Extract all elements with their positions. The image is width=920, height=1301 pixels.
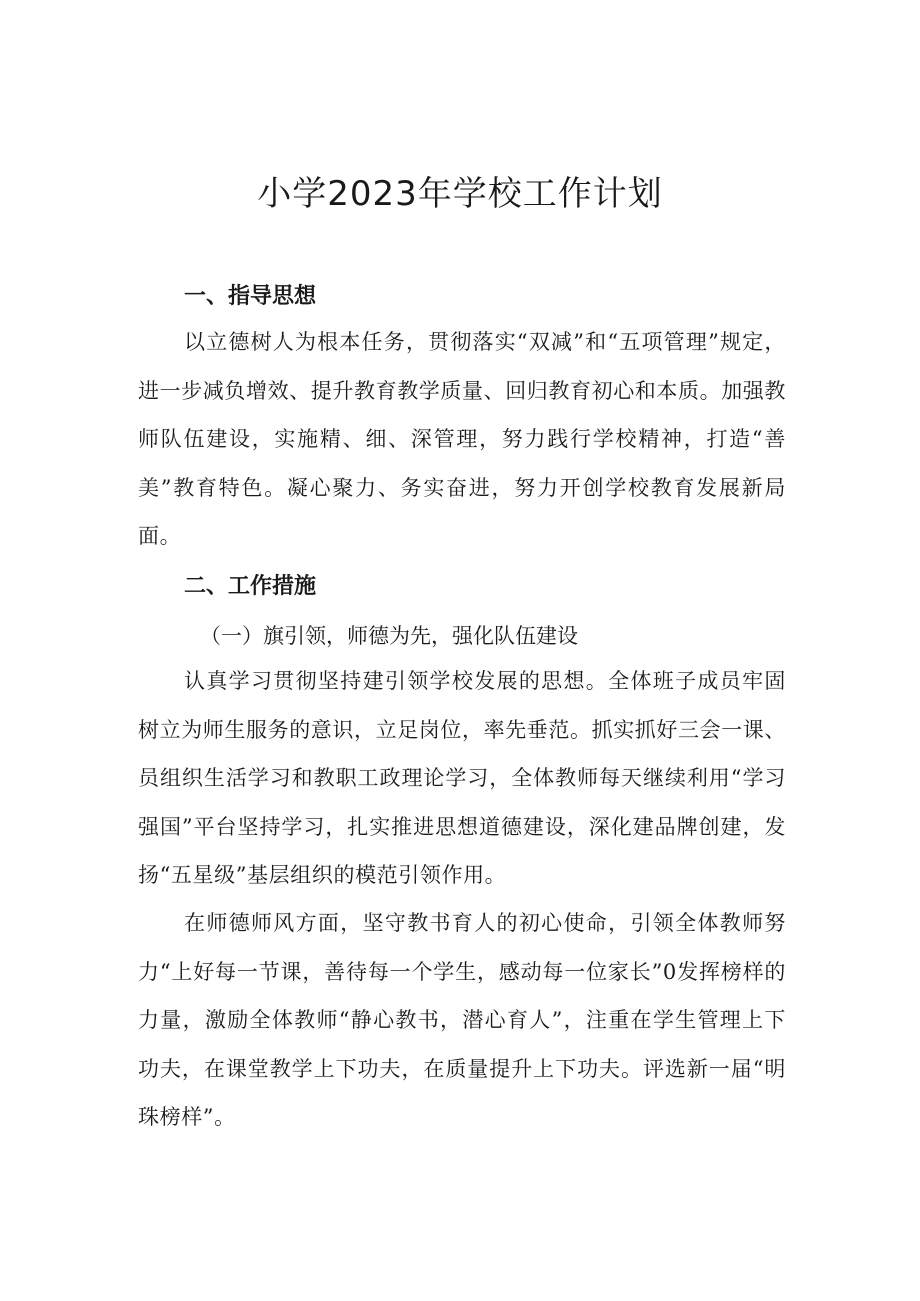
paragraph-team-building: 认真学习贯彻坚持建引领学校发展的思想。全体班子成员牢固树立为师生服务的意识，立足岗位，率先垂范。抓实抓好三会一课、员组织生活学习和教职工政理论学习，全体教师每天继续利用“学习强国”平台坚持学习，扎实推进思想道德建设，深化建品牌创建，发扬“五星级”基层组织的模范引领作用。 (138, 669, 786, 887)
paragraph-guiding-ideology: 以立德树人为根本任务，贯彻落实“双减”和“五项管理”规定，进一步减负增效、提升教育教学质量、回归教育初心和本质。加强教师队伍建设，实施精、细、深管理，努力践行学校精神，打造“善美”教育特色。凝心聚力、务实奋进，努力开创学校教育发展新局面。 (138, 330, 786, 548)
section-heading-work-measures: 二、工作措施 (184, 574, 317, 599)
section-heading-guiding-ideology: 一、指导思想 (184, 284, 317, 309)
document-title: 小学2023年学校工作计划 (257, 174, 663, 214)
paragraph-teacher-ethics: 在师德师风方面，坚守教书育人的初心使命，引领全体教师努力“上好每一节课，善待每一个学生，感动每一位家长”0发挥榜样的力量，激励全体教师“静心教书，潜心育人”，注重在学生管理上下功夫，在课堂教学上下功夫，在质量提升上下功夫。评选新一届“明珠榜样”。 (138, 911, 786, 1129)
subsection-heading-team-building: （一）旗引领，师德为先，强化队伍建设 (200, 624, 578, 648)
